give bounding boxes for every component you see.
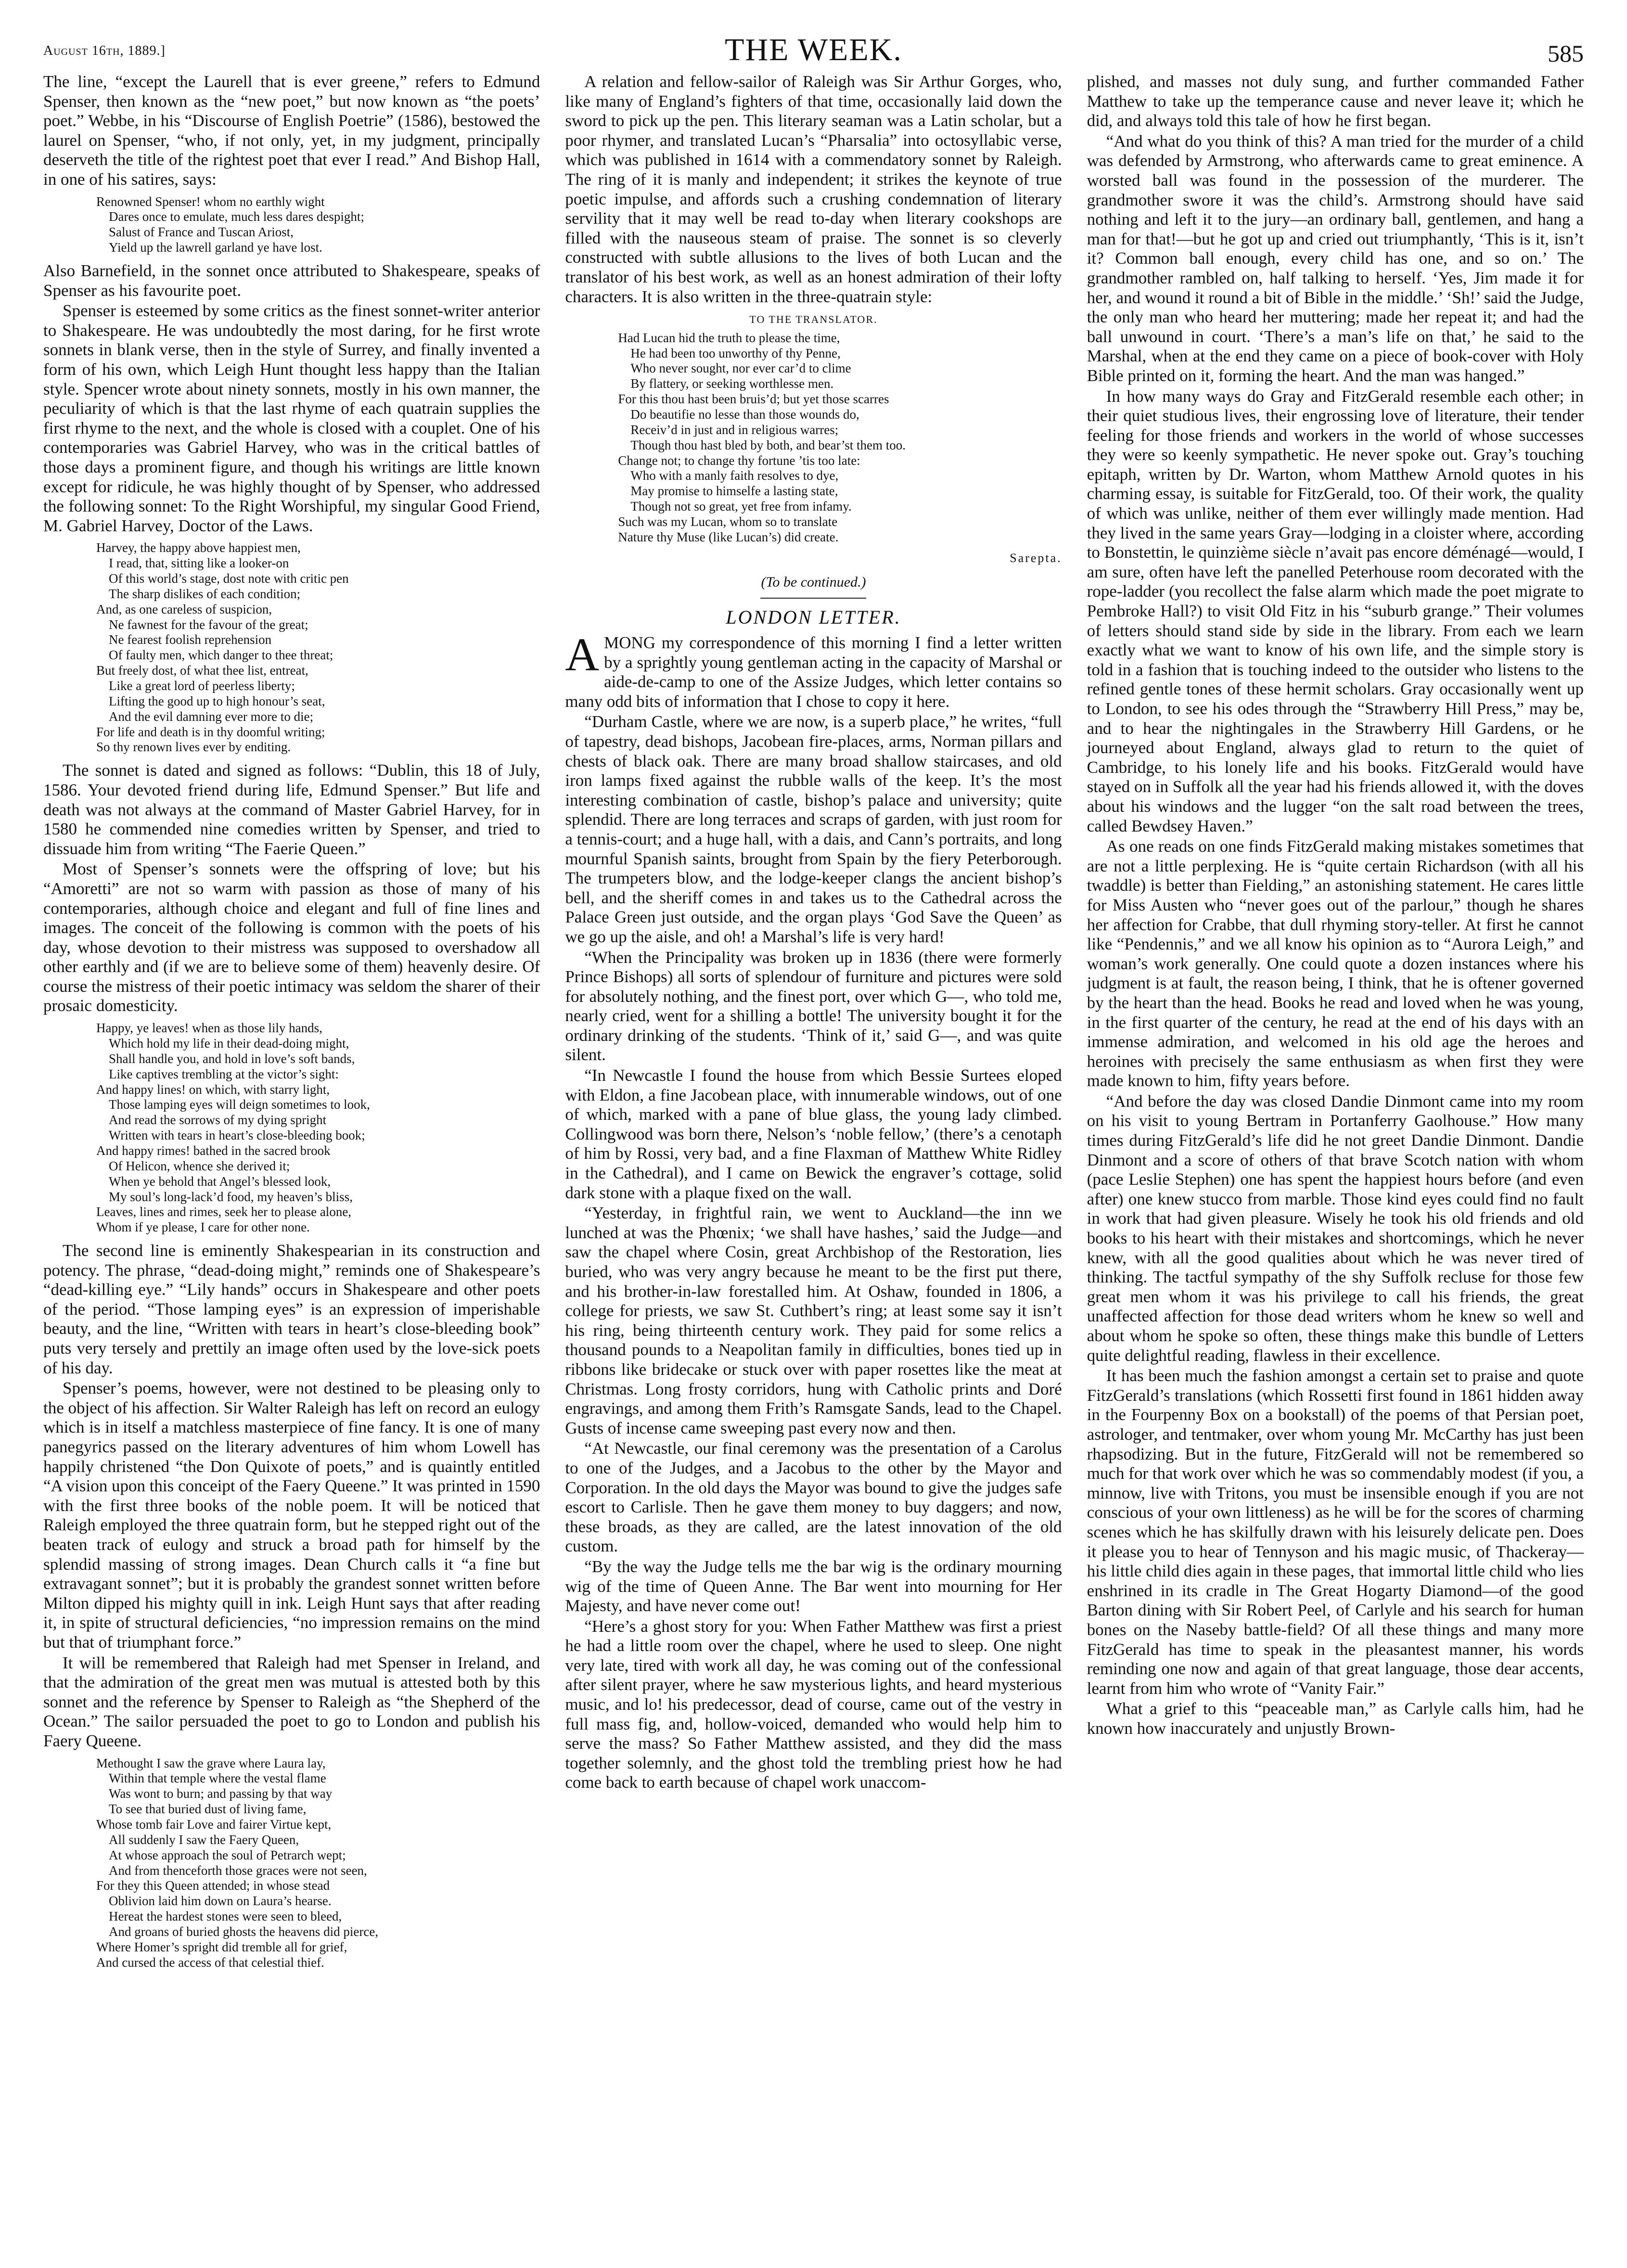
paragraph: Most of Spenser’s sonnets were the offspring of love; but his “Amoretti” are not so warm with passion as those of many of his contemporaries, although choice and elegant and full of fine lines and images. The conceit of the following is common with the poets of his day, whose devotion to their mistress was supposed to overshadow all other earthly and (if we are to believe some of them) heavenly desire. Of course the mistress of their poetic intimacy was seldom the sharer of their prosaic domesticity. — [43, 859, 540, 1015]
verse-line: But freely dost, of what thee list, entreat, — [96, 663, 308, 678]
signature: Sarepta. — [1010, 551, 1062, 565]
verse-block — [96, 540, 540, 755]
verse-line: Ne fawnest for the favour of the great; — [109, 617, 308, 632]
verse-line: For they this Queen attended; in whose stead — [96, 1878, 330, 1893]
paragraph: “And what do you think of this? A man tried for the murder of a child was defended by Armstrong, who afterwards came to great eminence. A worsted ball was found in the possession of the murderer. The grandmother swore it was the child’s. Armstrong should have said nothing and left it to the jury—an ordinary ball, gentlemen, and hang a man for that!—but he got up and cried out triumphantly, ‘This is it, isn’t it? Common ball enough, every child has one, and so on.’ The grandmother rambled on, half talking to herself. ‘Yes, Jim made it for her, and wound it round a bit of Bible in the middle.’ ‘Sh!’ said the Judge, the only man who heard her muttering; made her repeat it; and had the ball unwound in court. ‘There’s a man’s life on that,’ he said to the Marshal, when at the end they came on a piece of book-cover with Holy Bible printed on it, forming the heart. And the man was hanged.” — [1087, 131, 1584, 385]
verse-line: Who with a manly faith resolves to dye, — [630, 468, 839, 483]
verse-line: And the evil damning ever more to die; — [109, 709, 314, 724]
verse-line: Had Lucan hid the truth to please the time, — [618, 330, 840, 345]
section-divider — [760, 598, 866, 599]
paragraph: “Durham Castle, where we are now, is a superb place,” he writes, “full of tapestry, dead bishops, Jacobean fire-places, arms, Norman pillars and chests of black oak. There are many broad shallow staircases, and old iron lamps fixed against the rubble walls of the keep. It’s the most interesting combination of castle, bishop’s palace and university; quite splendid. There are long terraces and scraps of garden, with just room for a tennis-court; and a huge hall, with a dais, and Cann’s portraits, and long mournful Spanish saints, brought from Spain by the fiery Peterborough. The trumpeters blow, and the lodge-keeper clangs the ancient bishop’s bell, and the sheriff comes in and takes us to the Cathedral across the Palace Green just outside, and the organ plays ‘God Save the Queen’ as we go up the aisle, and oh! a Marshal’s life is very hard! — [565, 712, 1062, 946]
verse-line: Written with tears in heart’s close-bleeding book; — [109, 1128, 365, 1143]
masthead-title: THE WEEK. — [725, 32, 902, 67]
verse-line: Yield up the lawrell garland ye have lost. — [109, 240, 322, 255]
verse-line: When ye behold that Angel’s blessed look, — [109, 1174, 331, 1189]
verse-line: I read, that, sitting like a looker-on — [109, 556, 289, 571]
verse-line: Methought I saw the grave where Laura lay, — [96, 1755, 326, 1770]
verse-line: Which hold my life in their dead-doing might, — [109, 1036, 349, 1051]
paragraph: plished, and masses not duly sung, and further commanded Father Matthew to take up the temperance cause and never leave it; which he did, and always told this tale of how he first began. — [1087, 72, 1584, 130]
verse-line: And read the sorrows of my dying spright — [109, 1113, 327, 1128]
paragraph — [565, 629, 1062, 711]
to-be-continued: (To be continued.) — [761, 574, 866, 590]
verse-line: Though not so great, yet free from infamy. — [630, 499, 852, 514]
verse-line: He had been too unworthy of thy Penne, — [630, 346, 841, 360]
verse-block — [96, 194, 540, 256]
verse-line: Like captives trembling at the victor’s sight: — [109, 1066, 339, 1081]
column-3 — [1087, 72, 1584, 1976]
verse-line: Like a great lord of peerless liberty; — [109, 679, 295, 693]
verse-line: Of faulty men, which danger to thee threat; — [109, 648, 333, 663]
paragraph: Also Barnefield, in the sonnet once attributed to Shakespeare, speaks of Spenser as his favourite poet. — [43, 261, 540, 300]
columns — [43, 72, 1584, 1976]
verse-line: Those lamping eyes will deign sometimes to look, — [109, 1097, 370, 1112]
verse-line: Leaves, lines and rimes, seek her to please alone, — [96, 1204, 352, 1219]
verse-line: To see that buried dust of living fame, — [109, 1802, 307, 1817]
paragraph: “When the Principality was broken up in 1836 (there were formerly Prince Bishops) all sorts of splendour of furniture and pictures were sold for absolutely nothing, and the finest port, over which G—, who told me, nearly cried, went for a shilling a bottle! The university bought it for the ordinary drinking of the students. ‘Think of it,’ said G—, and was quite silent. — [565, 948, 1062, 1064]
verse-line: Lifting the good up to high honour’s seat, — [109, 693, 325, 708]
verse-block — [96, 1756, 540, 1971]
verse-line: Where Homer’s spright did tremble all for grief, — [96, 1939, 347, 1954]
paragraph: A relation and fellow-sailor of Raleigh was Sir Arthur Gorges, who, like many of England’s fighters of that time, occasionally laid down the sword to pick up the pen. This literary seaman was a Latin scholar, but a poor rhymer, and translated Lucan’s “Pharsalia” into octosyllabic verse, which was published in 1614 with a commendatory sonnet by Raleigh. The ring of it is manly and independent; it strikes the keynote of true poetic impulse, and affords such a crushing condemnation of literary servility that it may well be read to-day when literary cookshops are filled with the nauseous steam of praise. The sonnet is so cleverly constructed with subtle allusions to the lives of both Lucan and the translator of his best work, as well as an honest admiration of their lofty characters. It is also written in the three-quatrain style: — [565, 72, 1062, 306]
verse-line: Within that temple where the vestal flame — [109, 1771, 326, 1786]
paragraph: “In Newcastle I found the house from which Bessie Surtees eloped with Eldon, a fine Jacobean place, with innumerable windows, out of one of which, marked with a pane of blue glass, the young lady climbed. Collingwood was born there, Nelson’s ‘noble fellow,’ (there’s a cenotaph of him by Rossi, very bad, and a fine Flaxman of Matthew White Ridley in the Cathedral), and I came on Bewick the engraver’s cottage, solid dark stone with a plaque fixed on the wall. — [565, 1066, 1062, 1202]
verse-line: And groans of buried ghosts the heavens did pierce, — [109, 1924, 379, 1939]
verse-line: And from thenceforth those graces were not seen, — [109, 1863, 367, 1878]
verse-line: Whom if ye please, I care for other none. — [96, 1220, 310, 1235]
verse-line: And happy lines! on which, with starry light, — [96, 1082, 330, 1097]
verse-line: At whose approach the soul of Petrarch wept; — [109, 1847, 346, 1862]
verse-line: Shall handle you, and hold in love’s soft bands, — [109, 1051, 355, 1066]
verse-line: Receiv’d in just and in religious warres; — [630, 422, 839, 437]
paragraph: “At Newcastle, our final ceremony was the presentation of a Carolus to one of the Judges, and a Jacobus to the other by the Mayor and Corporation. In the old days the Mayor was bound to give the judges safe escort to Carlisle. Then he gave them money to buy daggers; and now, these broads, as they are called, are the latest innovation of the old custom. — [565, 1439, 1062, 1556]
verse-line: Harvey, the happy above happiest men, — [96, 540, 301, 555]
paragraph-text: MONG my correspondence of this morning I find a letter written by a sprightly young gentleman acting in the capacity of Marshal or aide-de-camp to one of the Assize Judges, which letter contains so many odd bits of information that I chose to copy it here. — [565, 633, 1062, 711]
verse-line: Such was my Lucan, whom so to translate — [618, 514, 838, 529]
verse-line: The sharp dislikes of each condition; — [109, 586, 301, 601]
verse-line: Renowned Spenser! whom no earthly wight — [96, 194, 325, 209]
drop-cap: A — [565, 629, 600, 681]
verse-line: And happy rimes! bathed in the sacred brook — [96, 1143, 331, 1158]
paragraph: Spenser is esteemed by some critics as the finest sonnet-writer anterior to Shakespeare. He was undoubtedly the most daring, for he first wrote sonnets in blank verse, then in the style of Surrey, and finally invented a form of his own, which Leigh Hunt thought less happy than the Italian style. Spencer wrote about ninety sonnets, mostly in his own manner, the peculiarity of which is that the last rhyme of each quatrain supplies the first rhyme to the next, and the whole is closed with a couplet. One of his contemporaries was Gabriel Harvey, who was in the critical battles of those days a prominent figure, and though his writings are little known except for ridicule, he was highly thought of by Spenser, who addressed the following sonnet: To the Right Worshipful, my singular Good Friend, M. Gabriel Harvey, Doctor of the Laws. — [43, 301, 540, 535]
paragraph: “By the way the Judge tells me the bar wig is the ordinary mourning wig of the time of Queen Anne. The Bar went into mourning for Her Majesty, and have never come out! — [565, 1557, 1062, 1615]
verse-line: Hereat the hardest stones were seen to bleed, — [109, 1909, 342, 1924]
verse-line: For life and death is in thy doomful writing; — [96, 724, 325, 739]
verse-line: Change not; to change thy fortune ’tis too late: — [618, 453, 860, 468]
verse-title: TO THE TRANSLATOR. — [749, 313, 878, 326]
verse-line: Salust of France and Tuscan Ariost, — [109, 225, 294, 240]
verse-block — [96, 1021, 540, 1235]
issue-date: August 16th, 1889.] — [43, 43, 166, 58]
verse-line: So thy renown lives ever by enditing. — [96, 740, 291, 755]
verse-line: Though thou hast bled by both, and bear’st them too. — [630, 437, 906, 452]
paragraph: In how many ways do Gray and FitzGerald resemble each other; in their quiet studious lives, their engrossing love of literature, their tender feeling for those friends and workers in the world of whose successes they were so keenly sympathetic. He never spoke out. Gray’s touching epitaph, written by Dr. Warton, whom Matthew Arnold quotes in his charming essay, is suitable for FitzGerald, too. Of their work, the quality of which was unlike, neither of them ever willingly made mention. Had they lived in the same years Gray—lodging in a cloister where, according to Bonstettin, le quinzième siècle n’avait pas encore déménagé—would, I am sure, often have left the panelled Peterhouse room decorated with the rope-ladder (you recollect the false alarm which made the poet migrate to Pembroke Hall?) to visit Old Fitz in his “suburb grange.” Their volumes of letters should stand side by side in the library. From each we learn exactly what we want to know of his own life, and the simple story is told in a fashion that is touching indeed to the outsider who listens to the refined gentle tones of these hermit scholars. Gray occasionally went up to London, to see his odes through the “Strawberry Hill Press,” may be, and to hear the nightingales in the Strawberry Hill Gardens, or he journeyed about England, always glad to return to the quiet of Cambridge, to his lonely life and his books. FitzGerald would have stayed on in Suffolk all the year had his friends allowed it, with the doves about his windows and the lugger “on the salt road between the trees, called Bewdsey Haven.” — [1087, 386, 1584, 835]
verse-line: Nature thy Muse (like Lucan’s) did create. — [618, 529, 839, 544]
verse-line: And cursed the access of that celestial thief. — [96, 1955, 324, 1970]
verse-line: By flattery, or seeking worthlesse men. — [630, 376, 834, 391]
paragraph: It has been much the fashion amongst a certain set to praise and quote FitzGerald’s translations (which Rossetti first found in 1861 hidden away in the Fourpenny Box on a bookstall) of the poems of that Persian poet, astrologer, and tentmaker, over whom young Mr. McCarthy has just been rhapsodizing. But in the future, FitzGerald will not be remembered so much for that work over which he was so commendably modest (if you, a minnow, live with Tritons, you must be insensible enough if you are not conscious of your own littleness) as he will be for the scores of charming scenes which he has skilfully drawn with his leisurely delicate pen. Does it please you to hear of Tennyson and his magic music, of Thackeray—his little child dies again in these pages, that immortal little child who lies enshrined in its cradle in The Great Hogarty Diamond—of the good Barton dining with Sir Robert Peel, of Carlyle and his search for human bones on the Naseby battle-field? Of all these things and many more FitzGerald has time to speak in the pleasantest manner, his words reminding one now and again of that great language, those dear accents, learnt from him who wrote of “Vanity Fair.” — [1087, 1366, 1584, 1698]
verse-line: And, as one careless of suspicion, — [96, 602, 272, 616]
verse-line: Oblivion laid him down on Laura’s hearse. — [109, 1894, 332, 1909]
column-1 — [43, 72, 540, 1976]
page-number: 585 — [1548, 40, 1584, 67]
paragraph: The line, “except the Laurell that is ever greene,” refers to Edmund Spenser, then known as the “new poet,” but now known as “the poets’ poet.” Webbe, in his “Discourse of English Poetrie” (1586), bestowed the laurel on Spenser, “who, if not only, yet, in my judgment, principally deserveth the title of the rightest poet that ever I read.” And Bishop Hall, in one of his satires, says: — [43, 72, 540, 189]
column-2 — [565, 72, 1062, 1976]
verse-line: Who never sought, nor ever car’d to clime — [630, 361, 851, 376]
verse-line: Of Helicon, whence she derived it; — [109, 1158, 290, 1173]
verse-line: May promise to himselfe a lasting state, — [630, 484, 838, 499]
verse-line: Was wont to burn; and passing by that way — [109, 1786, 333, 1801]
verse-line: All suddenly I saw the Faery Queen, — [109, 1832, 299, 1847]
verse-line: My soul’s long-lack’d food, my heaven’s bliss, — [109, 1189, 353, 1204]
verse-line: Do beautifie no lesse than those wounds do, — [630, 407, 859, 422]
paragraph: The sonnet is dated and signed as follows: “Dublin, this 18 of July, 1586. Your devoted friend during life, Edmund Spenser.” But life and death was not always at the command of Master Gabriel Harvey, for in 1580 he commended nine comedies written by Spenser, and tried to dissuade him from writing “The Faerie Queen.” — [43, 761, 540, 858]
verse-block — [618, 331, 1062, 545]
paragraph: “Here’s a ghost story for you: When Father Matthew was first a priest he had a little room over the chapel, where he used to sleep. One night very late, tired with work all day, he was coming out of the confessional after silent prayer, where he saw mysterious lights, and heard mysterious music, and lo! his predecessor, dead of course, came out of the vestry in full mass fig, and, hollow-voiced, demanded who would help him to serve the mass? So Father Matthew assisted, and they did the mass together solemnly, and the ghost told the trembling priest how he had come back to earth because of chapel work unaccom- — [565, 1616, 1062, 1792]
paragraph: As one reads on one finds FitzGerald making mistakes sometimes that are not a little perplexing. He is “quite certain Richardson (with all his twaddle) is better than Fielding,” an astonishing statement. He cares little for Miss Austen who “never goes out of the parlour,” though he shares her affection for Crabbe, that dull rhyming story-teller. At first he cannot like “Pendennis,” and we all know his opinion as to “Aurora Leigh,” and woman’s work generally. One could quote a dozen instances where his judgment is at fault, the reason being, I think, that he is oftener governed by the heart than the head. Books he read and loved when he was young, in the first quarter of the century, he read at the end of his days with an immense admiration, and welcomed in his old age the heroes and heroines with precisely the same enthusiasm as when first they were made known to him, fifty years before. — [1087, 837, 1584, 1090]
verse-line: Ne fearest foolish reprehension — [109, 632, 272, 647]
paragraph: It will be remembered that Raleigh had met Spenser in Ireland, and that the admiration of the great men was mutual is attested both by this sonnet and the reference by Spenser to Raleigh as “the Shepherd of the Ocean.” The sailor persuaded the poet to go to London and publish his Faery Queene. — [43, 1653, 540, 1750]
verse-line: Whose tomb fair Love and fairer Virtue kept, — [96, 1817, 332, 1832]
paragraph: Spenser’s poems, however, were not destined to be pleasing only to the object of his affection. Sir Walter Raleigh has left on record an eulogy which is in itself a matchless masterpiece of fine fancy. It is one of many panegyrics passed on the literary adventures of him whom Lowell has happily christened “the Don Quixote of poets,” and is quaintly entitled “A vision upon this conceipt of the Faery Queene.” It was printed in 1590 with the first three books of the noble poem. It will be noticed that Raleigh employed the three quatrain form, but he stepped right out of the beaten track of eulogy and struck a broad path for himself by the splendid massing of strong images. Dean Church calls it “a fine but extravagant sonnet”; but it is probably the grandest sonnet written before Milton dipped his mighty quill in ink. Leigh Hunt says that after reading it, in spite of structural deficiencies, “no impression remains on the mind but that of triumphant force.” — [43, 1379, 540, 1652]
paragraph: “And before the day was closed Dandie Dinmont came into my room on his visit to young Bertram in Portanferry Gaolhouse.” How many times during FitzGerald’s life did he not greet Dandie Dinmont. Dandie Dinmont and a score of others of that brave Scotch nation with whom (pace Leslie Stephen) one has spent the happiest hours before (and even after) one knew stucco from marble. Those kind eyes could find no fault in work that had given pleasure. Wisely he took his old friends and old books to his heart with their mistakes and shortcomings, which he never knew, with all the good qualities about which he was never tired of thinking. The tactful sympathy of the shy Suffolk recluse for those few great men whom it was his privilege to call his friends, the great unaffected affection for those dead writers whom he knew so well and about whom he spoke so often, these things make this bundle of Letters quite delightful reading, flawless in their excellence. — [1087, 1091, 1584, 1365]
paragraph: What a grief to this “peaceable man,” as Carlyle calls him, had he known how inaccurately and unjustly Brown- — [1087, 1699, 1584, 1738]
verse-line: Happy, ye leaves! when as those lily hands, — [96, 1021, 322, 1036]
paragraph: “Yesterday, in frightful rain, we went to Auckland—the inn we lunched at was the Phœnix; ‘we shall have hashes,’ said the Judge—and saw the chapel where Cosin, great Archbishop of the Restoration, lies buried, who was very angry because he meant to be the first put there, and his brother-in-law forestalled him. At Oshaw, founded in 1806, a college for priests, we saw St. Cuthbert’s ring; at least some say it isn’t his ring, being thirteenth century work. They paid for some relics a thousand pounds to a Neapolitan family in difficulties, bones tied up in ribbons like bridecake or stuck over with paper rosettes like the meat at Christmas. Long frosty corridors, hung with Catholic prints and Doré engravings, and among them Frith’s Ramsgate Sands, lead to the Chapel. Gusts of incense came sweeping past every now and then. — [565, 1204, 1062, 1437]
paragraph: The second line is eminently Shakespearian in its construction and potency. The phrase, “dead-doing might,” reminds one of Shakespeare’s “dead-killing eye.” “Lily hands” occurs in Shakespeare and other poets of the period. “Those lamping eyes” is an expression of imperishable beauty, and the line, “Written with tears in heart’s close-bleeding book” puts very tersely and prettily an image often used by the love-sick poets of his day. — [43, 1241, 540, 1377]
verse-line: For this thou hast been bruis’d; but yet those scarres — [618, 392, 889, 407]
verse-line: Dares once to emulate, much less dares despight; — [109, 209, 364, 224]
section-title: LONDON LETTER. — [726, 606, 901, 628]
verse-line: Of this world’s stage, dost note with critic pen — [109, 571, 349, 586]
